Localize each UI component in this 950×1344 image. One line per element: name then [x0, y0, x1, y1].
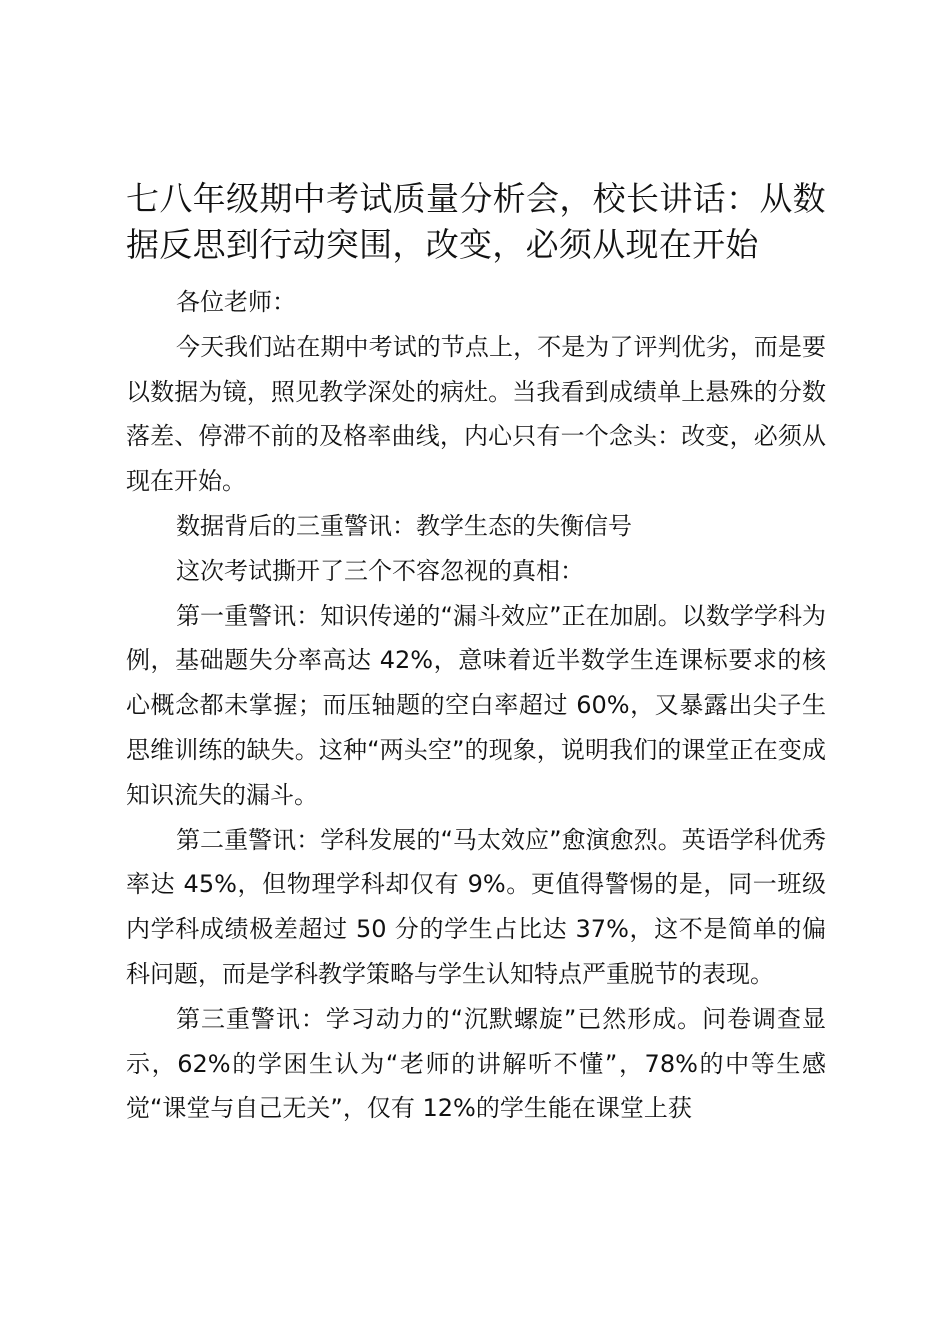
- section-heading: 数据背后的三重警讯：教学生态的失衡信号: [176, 511, 632, 540]
- document-page: [126, 176, 826, 1131]
- paragraph-warning-3: 第三重警讯：学习动力的“沉默螺旋”已然形成。问卷调查显示，62%的学困生认为“老师的讲解听不懂”，78%的中等生感觉“课堂与自己无关”，仅有 12%的学生能在课堂上获: [126, 1004, 826, 1123]
- paragraph-truths: 这次考试撕开了三个不容忽视的真相：: [176, 556, 584, 585]
- salutation: 各位老师：: [176, 288, 296, 316]
- paragraph-intro: 今天我们站在期中考试的节点上，不是为了评判优劣，而是要以数据为镜，照见教学深处的病灶。当我看到成绩单上悬殊的分数落差、停滞不前的及格率曲线，内心只有一个念头：改变，必须从现在开始。: [126, 332, 826, 496]
- paragraph-warning-1: 第一重警讯：知识传递的“漏斗效应”正在加剧。以数学学科为例，基础题失分率高达 42%，意味着近半数学生连课标要求的核心概念都未掌握；而压轴题的空白率超过 60%，又暴露出尖子生思维训练的缺失。这种“两头空”的现象，说明我们的课堂正在变成知识流失的漏斗。: [126, 601, 826, 809]
- paragraph-warning-2: 第二重警讯：学科发展的“马太效应”愈演愈烈。英语学科优秀率达 45%，但物理学科却仅有 9%。更值得警惕的是，同一班级内学科成绩极差超过 50 分的学生占比达 37%，这不是简单的偏科问题，而是学科教学策略与学生认知特点严重脱节的表现。: [126, 825, 826, 988]
- document-title: 七八年级期中考试质量分析会，校长讲话：从数据反思到行动突围，改变，必须从现在开始: [126, 179, 826, 264]
